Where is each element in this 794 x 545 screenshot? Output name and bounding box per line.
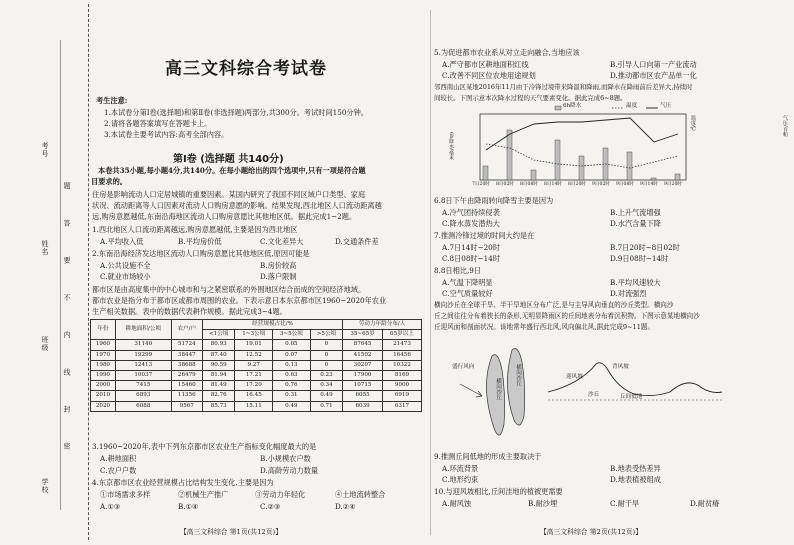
q1-option-c: C.文化差异大 [260, 237, 304, 246]
table-cell: 2000 [91, 381, 116, 391]
table-cell: 41502 [343, 350, 383, 360]
table-cell: 85.73 [202, 401, 234, 411]
q4-sub-2: ②机械生产推广 [178, 490, 229, 499]
q10-stem: 10.与迎风坡相比,丘间洼地的植被更需要 [434, 487, 563, 496]
table-row [91, 391, 422, 401]
table-cell: 9.27 [235, 360, 273, 370]
chart-xtick: 9日14时 [640, 182, 658, 187]
label-dune1: 横向沙丘 [495, 378, 501, 401]
passage3-line1: 邻西南山区某地2016年11月由于冷锋过境带来降温和降雨,而降水在降雨前后差异大,持续时 [434, 83, 693, 91]
label-back: 背风坡 [612, 364, 629, 370]
q2-option-b: B.房价较高 [260, 261, 297, 270]
dune-figure [440, 336, 730, 448]
left-footer: 【高三文科综合 第1页(共12页)】 [180, 528, 282, 536]
table-cell: 15460 [171, 381, 202, 391]
q10-option-a: A.耐风蚀 [442, 499, 472, 508]
passage4-line3: 丘迎风面和剖面状况。该地常年盛行西北风,风向偏北风,据此完成9~11题。 [434, 323, 655, 331]
q6-stem: 6.8日下午由降雨转向降雪主要是因为 [434, 196, 554, 205]
q9-option-d: D.地表植被组成 [610, 475, 661, 484]
chart-xtick: 8日20时 [568, 182, 586, 187]
q5-option-d: D.推动都市区农产品单一化 [610, 71, 697, 80]
table-subheader: 65岁以上 [383, 330, 422, 340]
q8-stem: 8.8日相比,9日 [434, 266, 482, 275]
table-cell: 82.76 [202, 391, 234, 401]
section-1-title: 第Ⅰ卷 (选择题 共140分) [173, 154, 284, 165]
q7-option-b: B.7日20时~8日02时 [610, 243, 680, 252]
precip-bar [483, 166, 488, 180]
table-cell: 17.21 [235, 370, 273, 380]
q1-option-d: D.交通条件差 [335, 237, 379, 246]
q9-option-b: B.地表受热差异 [610, 464, 661, 473]
exam-title: 高三文科综合考试卷 [165, 59, 327, 79]
table-cell: 10715 [343, 381, 383, 391]
passage1-line3: 远,购房意愿越低,东南沿海地区流动人口购房意愿比其他地区低。据此完成1~2题。 [92, 212, 357, 221]
q4-option-a: A.①③ [100, 502, 121, 511]
passage2-line2: 都市农业是指分布于都市区或都市周围的农业。下表示意日本东京都市区1960~2020年农业 [92, 296, 387, 305]
q9-option-a: A.环流背景 [442, 464, 479, 473]
ylabel-precip: 6h降水/毫米 [448, 132, 454, 161]
table-cell: 9567 [171, 401, 202, 411]
table-cell: 38447 [171, 350, 202, 360]
notice-2: 2.请将各题答案填写在答题卡上。 [104, 119, 212, 128]
q8-option-d: D.对流强烈 [610, 289, 647, 298]
table-cell: 0.49 [273, 401, 311, 411]
chart-xtick: 8日02时 [496, 182, 514, 187]
section-1-desc-2: 目要求的。 [91, 177, 127, 186]
q4-option-c: C.②③ [260, 502, 281, 511]
precip-bar [507, 130, 512, 180]
table-cell: 87645 [343, 340, 383, 350]
q8-option-b: B.平均风速较大 [610, 278, 661, 287]
table-cell: 15.11 [235, 401, 273, 411]
table-cell: 0.23 [310, 370, 342, 380]
passage4-line2: 丘之间往往分布着狭长的条形,无明显降雨区的丘间地表分布着沉积物。下图示意某地横向沙 [434, 312, 700, 320]
table-cell: 0.05 [273, 340, 311, 350]
precip-bar [675, 174, 680, 180]
q3-option-b: B.小规模农户数 [260, 454, 311, 463]
precip-bar [555, 140, 560, 180]
table-cell: 16456 [383, 350, 422, 360]
chart-xtick: 8日08时 [520, 182, 538, 187]
table-row [91, 340, 422, 350]
label-mid: 丘间低地 [620, 394, 643, 400]
table-cell: 90.59 [202, 360, 234, 370]
table-cell: 81.49 [202, 381, 234, 391]
passage3-line2: 间较长。下图示意本次降水过程的天气要素变化。据此完成6~8题。 [434, 94, 627, 102]
label-wind: 盛行风向 [452, 364, 475, 370]
table-cell: 21473 [383, 340, 422, 350]
chart-xtick: 8日14时 [544, 182, 562, 187]
notice-3: 3.本试卷主要考试内容:高考全部内容。 [104, 130, 229, 139]
q10-option-c: C.耐干旱 [610, 499, 640, 508]
table-cell: 6088 [115, 401, 171, 411]
weather-chart [462, 104, 712, 192]
q7-option-a: A.7日14时~20时 [442, 243, 500, 252]
q3-stem: 3.1960~2020年,表中下列东京都市区农业生产指标变化幅度最大的是 [92, 442, 317, 451]
table-cell: 12.52 [235, 350, 273, 360]
precip-bar [579, 156, 584, 180]
q9-option-c: C.地形约束 [442, 475, 479, 484]
table-cell: 2010 [91, 391, 116, 401]
q6-option-a: A.冷气团持续侵袭 [442, 208, 500, 217]
chart-xtick: 9日08时 [616, 182, 634, 187]
q10-option-d: D.耐贫瘠 [690, 499, 720, 508]
table-cell: 0.31 [273, 391, 311, 401]
label-windward: 迎风坡 [566, 374, 583, 380]
table-cell: 0.71 [310, 401, 342, 411]
table-header-labor: 劳动力年龄分布/人 [343, 320, 422, 330]
xingming-label: 姓名 [41, 240, 49, 256]
table-cell: 80.93 [202, 340, 234, 350]
q2-stem: 2.东南沿海经济发达地区流动人口购房意愿比其他地区低,原因可能是 [92, 249, 310, 258]
table-cell: 16.45 [235, 391, 273, 401]
legend-precip: 6h降水 [563, 103, 582, 109]
q1-option-b: B.平均房价低 [178, 237, 222, 246]
q6-option-b: B.上升气流增强 [610, 208, 661, 217]
q10-option-b: B.耐沙埋 [528, 499, 558, 508]
q6-option-c: C.降水蒸发潜热大 [442, 219, 500, 228]
table-row [91, 360, 422, 370]
q5-option-a: A.严守都市区耕地面积红线 [442, 60, 529, 69]
q4-sub-3: ③劳动力年轻化 [255, 490, 306, 499]
q7-option-d: D.9日08时~14时 [610, 254, 669, 263]
table-cell: 10037 [115, 370, 171, 380]
table-cell: 8169 [383, 370, 422, 380]
table-cell: 6055 [343, 391, 383, 401]
table-cell: 0 [310, 360, 342, 370]
banji-label: 班级 [41, 336, 49, 352]
table-cell: 1990 [91, 370, 116, 380]
agri-data-table [90, 319, 422, 412]
table-header-households: 农户/户 [171, 320, 202, 340]
table-cell: 0.49 [310, 391, 342, 401]
table-subheader: <1公顷 [202, 330, 234, 340]
table-cell: 0.63 [273, 370, 311, 380]
table-subheader: 3~5公顷 [273, 330, 311, 340]
passage2-line1: 都市区是由高度集中的中心城市和与之紧密联系的外围地区结合而成的空间经济地域。 [92, 285, 366, 294]
table-cell: 2020 [91, 401, 116, 411]
kaohao-label: 考号 [41, 142, 49, 158]
q7-stem: 7.推测冷锋过境的时间大约是在 [434, 231, 535, 240]
table-subheader: >5公顷 [310, 330, 342, 340]
table-cell: 12413 [115, 360, 171, 370]
table-cell: 51724 [171, 340, 202, 350]
table-cell: 26479 [171, 370, 202, 380]
table-row [91, 370, 422, 380]
q5-option-b: B.引导人口向第一产业流动 [610, 60, 697, 69]
legend-press: 气压 [660, 103, 672, 109]
table-row [91, 381, 422, 391]
notice-head: 考生注意: [96, 96, 128, 105]
q4-sub-4: ④土地流转整合 [335, 490, 386, 499]
table-cell: 0.13 [273, 360, 311, 370]
passage1-line1: 住房是影响流动人口定居城镇的重要因素。某国内研究了我国不同区域户口类型、家庭 [92, 190, 366, 199]
table-row [91, 401, 422, 411]
passage4-line1: 横向沙丘在全球干旱、半干旱地区分布广泛,是与主导风向垂直的沙丘类型。横向沙 [434, 301, 674, 309]
table-cell: 9000 [383, 381, 422, 391]
right-footer: 【高三文科综合 第2页(共12页)】 [540, 528, 642, 536]
section-1-desc-1: 本卷共35小题,每小题4分,共140分。在每小题给出的四个选项中,只有一项是符合题 [98, 166, 366, 175]
table-cell: 0.76 [273, 381, 311, 391]
chart-xtick: 9日02时 [592, 182, 610, 187]
q2-option-c: C.就业市场较小 [100, 272, 151, 281]
table-header-year: 年份 [91, 320, 116, 340]
q3-option-a: A.耕地面积 [100, 454, 137, 463]
table-cell: 17900 [343, 370, 383, 380]
q4-option-b: B.①④ [178, 502, 199, 511]
q7-option-c: C.8日08时~14时 [442, 254, 500, 263]
seal-line-text: 题 答 要 不 内 线 封 密 [63, 182, 71, 464]
table-cell: 6317 [383, 401, 422, 411]
table-cell: 1970 [91, 350, 116, 360]
table-cell: 0 [310, 340, 342, 350]
q8-option-c: C.空气质量较好 [442, 289, 493, 298]
q4-sub-1: ①市场需求多样 [100, 490, 151, 499]
table-cell: 38688 [171, 360, 202, 370]
chart-xtick: 9日20时 [664, 182, 682, 187]
precip-bar [531, 170, 536, 180]
q5-stem: 5.为促进都市农业系从对立走向融合,当地应该 [434, 48, 580, 57]
table-cell: 87.40 [202, 350, 234, 360]
ylabel-temp: 温度/℃ [690, 115, 696, 133]
q3-option-c: C.农户户数 [100, 466, 137, 475]
table-cell: 6919 [383, 391, 422, 401]
table-cell: 11356 [171, 391, 202, 401]
precip-bar [627, 152, 632, 180]
ylabel-press: 气压/百帕 [782, 115, 788, 137]
q5-option-c: C.改善不同区位农地用途规划 [442, 71, 536, 80]
table-cell: 0.07 [273, 350, 311, 360]
table-cell: 19299 [115, 350, 171, 360]
table-cell: 0.34 [310, 381, 342, 391]
xuexiao-label: 学校 [41, 478, 49, 494]
q3-option-d: D.高龄劳动力数量 [260, 466, 319, 475]
table-cell: 81.94 [202, 370, 234, 380]
table-subheader: 1~3公顷 [235, 330, 273, 340]
table-cell: 0 [310, 350, 342, 360]
table-header-scale: 经营规模占比/% [202, 320, 342, 330]
q9-stem: 9.推测丘间低地的形成主要取决于 [434, 452, 542, 461]
table-header-area: 耕地面积/公顷 [115, 320, 171, 340]
precip-bar [651, 178, 656, 180]
table-cell: 6039 [343, 401, 383, 411]
page-divider [430, 10, 431, 535]
legend-temp: 温度 [626, 103, 638, 109]
notice-1: 1.本试卷分第Ⅰ卷(选择题)和第Ⅱ卷(非选择题)两部分,共300分。考试时间150分钟。 [104, 108, 368, 117]
q2-option-a: A.公共设施不全 [100, 261, 151, 270]
label-dune2: 横向沙丘 [515, 364, 521, 387]
table-cell: 17.20 [235, 381, 273, 391]
table-cell: 7415 [115, 381, 171, 391]
table-cell: 1980 [91, 360, 116, 370]
chart-xtick: 7日20时 [472, 182, 490, 187]
table-cell: 19.01 [235, 340, 273, 350]
table-cell: 30207 [343, 360, 383, 370]
passage1-line2: 状况、流动距离等人口因素对流动人口购房意愿的影响。结果发现,西北地区人口流动距离越 [92, 201, 382, 210]
q4-option-d: D.②④ [335, 502, 356, 511]
table-cell: 6893 [115, 391, 171, 401]
table-row [91, 350, 422, 360]
label-sand: 沙丘 [588, 392, 600, 398]
q1-stem: 1.西北地区人口流动距离越远,购房意愿越低,主要是因为西北地区 [92, 225, 298, 234]
q4-stem: 4.东京都市区农业经营规模占比结构发生变化,主要是因为 [92, 478, 274, 487]
table-cell: 1960 [91, 340, 116, 350]
q8-option-a: A.气温下降明显 [442, 278, 493, 287]
table-subheader: 35~65岁 [343, 330, 383, 340]
q2-option-d: D.落户限制 [260, 272, 297, 281]
passage2-line3: 生产相关数据。表中的数据代表耕作规模。据此完成3~4题。 [92, 307, 287, 316]
q6-option-d: D.水汽含量下降 [610, 219, 661, 228]
q1-option-a: A.平均收入低 [100, 237, 144, 246]
table-cell: 31140 [115, 340, 171, 350]
table-cell: 10322 [383, 360, 422, 370]
